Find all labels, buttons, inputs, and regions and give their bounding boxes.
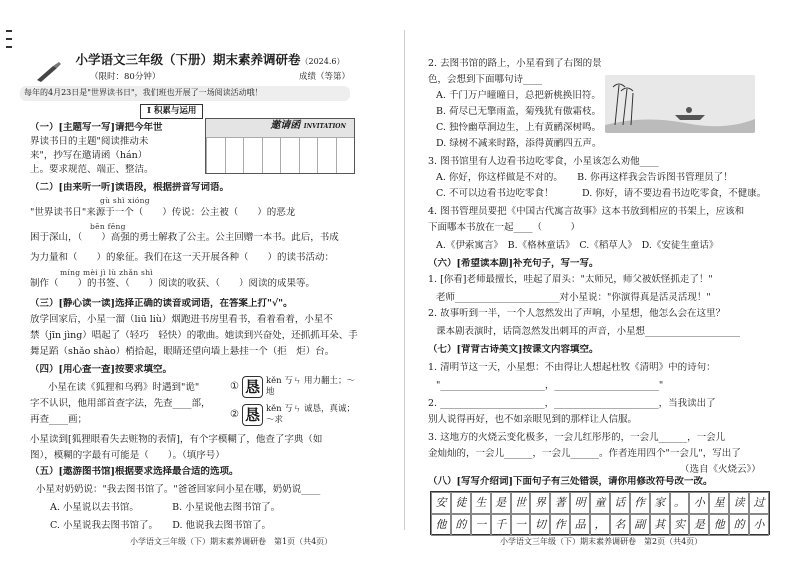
grid-cell: 切	[530, 514, 550, 536]
option-b[interactable]: B. 荷尽已无擎雨盖，菊残犹有傲霜枝。	[436, 106, 602, 117]
book-options[interactable]: A.《伊索寓言》 B.《格林童话》 C.《稻草人》 D.《安徒生童话》	[436, 240, 719, 251]
pen-icon	[35, 60, 65, 89]
q8-label: （八）[写写介绍词]下面句子有三处错误，请你用修改符号改一改。	[428, 476, 713, 487]
grid-cell: 徒	[451, 492, 471, 514]
grid-cell: 安	[431, 492, 451, 514]
grid-cell: 著	[550, 492, 570, 514]
q1-label: （一）[主题写一写]请把今年世	[30, 122, 163, 133]
invitation-title: 邀请函 INVITATION	[206, 119, 354, 137]
grid-cell: 童	[590, 492, 610, 514]
grid-cell: 实	[670, 514, 690, 536]
q5-4-text: 4. 图书管理员要把《中国古代寓言故事》这本书放到相应的书架上，应该和	[428, 206, 745, 217]
q7-text: "______________________，______________________"	[436, 380, 664, 391]
grid-cell: 过	[749, 492, 769, 514]
q5-label: （五）[遨游图书馆]根据要求选择最合适的选项。	[30, 466, 239, 477]
q1-text: 上。要求规范、端正、整洁。	[30, 164, 154, 175]
option-cd[interactable]: C. 不可以边看书边吃零食！ D. 你好，请不要边看书边吃零食，不健康。	[436, 188, 767, 199]
exam-info: （限时：80分钟） 成绩（等第）	[90, 72, 350, 82]
grid-cell: 他	[709, 514, 729, 536]
grid-cell: 的	[729, 514, 749, 536]
q4-text: 再查____画；	[30, 414, 88, 425]
grid-cell: 副	[630, 514, 650, 536]
q2-text: 制作（ ）的书签、（ ）阅读的收获、（ ）阅读的成果等。	[30, 278, 316, 289]
grid-cell: 话	[610, 492, 630, 514]
binding-margin	[0, 0, 24, 561]
option-ab[interactable]: A. 你好，你这样做是不对的。 B. 你再这样我会告诉图书管理员了！	[436, 172, 733, 183]
grid-cell: 品	[570, 514, 590, 536]
footer-right: 小学语文三年级（下）期末素养调研卷 第2页（共4页）	[500, 537, 703, 546]
q5-2-text: 色，会想到下面哪句诗____	[428, 74, 543, 85]
q1-text: 界读书日的主题"阅读推动未	[30, 136, 149, 147]
grid-cell: 。	[670, 492, 690, 514]
q5-2-text: 2. 去图书馆的路上，小星看到了右图的景	[428, 58, 602, 69]
q4-text: 字不认识，他用部首查字法，先查____部，	[30, 398, 211, 409]
q6-label: （六）[希望读本剧]补充句子，写一写。	[428, 258, 599, 269]
q6-text: 1. [你看]老师最擅长，哇起了眉头："太师兄，师父被妖怪抓走了！"	[428, 274, 713, 285]
landscape-illustration	[605, 75, 755, 133]
pinyin-row: gù shì xióng	[100, 196, 150, 205]
pinyin-row: bēn fēng	[90, 222, 126, 231]
source-note: （选自《火烧云》）	[680, 464, 761, 475]
grid-cell: 是	[491, 492, 511, 514]
exam-title: 小学语文三年级（下册）期末素养调研卷（2024.6）	[75, 52, 345, 67]
dictionary-entry-1: ① 恳 kěn 丂ㄣ 用力翻土；～地	[230, 375, 356, 397]
q2-text: "世界读书日"来源于一个（ ）传说：公主被（ ）的恶龙	[30, 207, 296, 218]
grid-cell: 世	[511, 492, 531, 514]
option-c[interactable]: C. 独怜幽草涧边生，上有黄鹂深树鸣。	[436, 122, 601, 133]
q7-text: 1. 清明节这一天，小星想：不由得让人想起杜牧《清明》中的诗句：	[428, 362, 716, 373]
q3-text: 放学回家后，小星一溜（liū liù）烟跑进书房里看书，看着看着，小星不	[30, 314, 333, 325]
grid-cell: 一	[471, 514, 491, 536]
grid-cell: 是	[689, 514, 709, 536]
grid-cell: 家	[650, 492, 670, 514]
option-a[interactable]: A. 千门万户曈曈日，总把新桃换旧符。	[436, 90, 601, 101]
q6-text: 老师______________________对小星说："你演得真是活灵活现！"	[436, 292, 711, 303]
grid-cell: 生	[471, 492, 491, 514]
q6-text: 课本剧表演时，话筒忽然发出刺耳的声音，小星想____________________	[436, 326, 741, 337]
q5-4-text: 下面哪本书放在一起____（ ）	[428, 222, 581, 233]
grid-cell: 作	[550, 514, 570, 536]
grid-cell: 小	[749, 514, 769, 536]
grid-cell: 界	[530, 492, 550, 514]
q4-text: 图），模糊的字最有可能是（ ）。（填序号）	[30, 450, 225, 461]
grid-cell: 作	[630, 492, 650, 514]
intro-banner: 每年的4月23日是"世界读书日"，我们班也开展了一场阅读活动哦！	[20, 86, 350, 101]
option-d[interactable]: D. 绿树不减来时路，添得黄鹂四五声。	[436, 138, 602, 149]
option-ab[interactable]: A. 小星说以去书馆。 B. 小星说他去图书馆了。	[50, 502, 281, 513]
grid-cell: 小	[689, 492, 709, 514]
correction-grid[interactable]	[430, 491, 770, 535]
q7-label: （七）[背背古诗美文]按课文内容填空。	[428, 344, 599, 355]
page-divider	[404, 30, 405, 530]
grid-cell: 读	[729, 492, 749, 514]
q5-3-text: 3. 图书馆里有人边看书边吃零食，小星该怎么劝他____	[428, 156, 659, 167]
q4-label: （四）[用心查一查]按要求填空。	[30, 364, 172, 375]
invitation-card	[205, 118, 355, 174]
q2-text: 为力量和（ ）的象征。我们在这一天开展各种（ ）的读书活动：	[30, 252, 335, 263]
grid-cell: 他	[431, 514, 451, 536]
grid-cell: 一	[511, 514, 531, 536]
q7-text: 别人说得再好，也不如亲眼见到的那样让人信服。	[428, 414, 638, 425]
grid-cell: ，	[590, 514, 610, 536]
q4-text: 小星在读《狐狸和乌鸦》时遇到"诡"	[48, 382, 200, 393]
q7-text: 金灿灿的，一会儿______，一会儿______。作者连用四个"一会儿"，写出了	[428, 448, 741, 459]
grid-cell: 千	[491, 514, 511, 536]
writing-grid[interactable]	[206, 137, 354, 173]
q2-text: 困于深山，（ ）高强的勇士解救了公主。公主回赠一本书。此后，书成	[30, 232, 339, 243]
grid-cell: 明	[570, 492, 590, 514]
grid-cell: 的	[451, 514, 471, 536]
grid-cell: 其	[650, 514, 670, 536]
q7-text: 2. ______________________，______________________，当我读出了	[428, 398, 716, 409]
q4-text: 小星读到[狐狸眼看失去赃物的表情]，有个字模糊了，他查了字典（如	[30, 434, 323, 445]
grid-cell: 名	[610, 514, 630, 536]
option-cd[interactable]: C. 小星说我去图书馆了。 D. 他说我去图书馆了。	[50, 520, 272, 531]
grid-cell: 星	[709, 492, 729, 514]
q5-text: 小星对奶奶说："我去图书馆了。"爸爸回家问小星在哪，奶奶说____	[36, 484, 321, 495]
footer-left: 小学语文三年级（下）期末素养调研卷 第1页（共4页）	[130, 537, 333, 546]
section-tag: Ⅰ 积累与运用	[140, 104, 203, 119]
q2-label: （二）[由来听一听]读语段，根据拼音写词语。	[30, 182, 229, 193]
q3-text: 舞足蹈（shǎo shào）梢拾起，眼睛还望向墙上悬挂一个（拒 炬）台。	[30, 346, 335, 357]
dictionary-entry-2: ② 恳 kěn 丂ㄣ 诚恳，真诚；～求	[230, 403, 356, 425]
q3-text: 禁（jīn jìng）唱起了（轻巧 轻快）的歌曲。她读到兴奋处，还抓抓耳朵、手	[30, 330, 358, 341]
q7-text: 3. 这地方的火烧云变化极多，一会儿红彤彤的，一会儿______，一会儿	[428, 432, 726, 443]
q6-text: 2. 故事听到一半，一个人忽然发出了声响，小星想，他怎么会在这里？	[428, 308, 726, 319]
q3-label: （三）[静心读一读]选择正确的读音或词语，在答案上打"√"。	[30, 298, 293, 309]
q1-text: 来"，抄写在邀请函（hán）	[30, 150, 148, 161]
pinyin-row: míng mèi jì lù zhǎn shì	[60, 268, 154, 277]
